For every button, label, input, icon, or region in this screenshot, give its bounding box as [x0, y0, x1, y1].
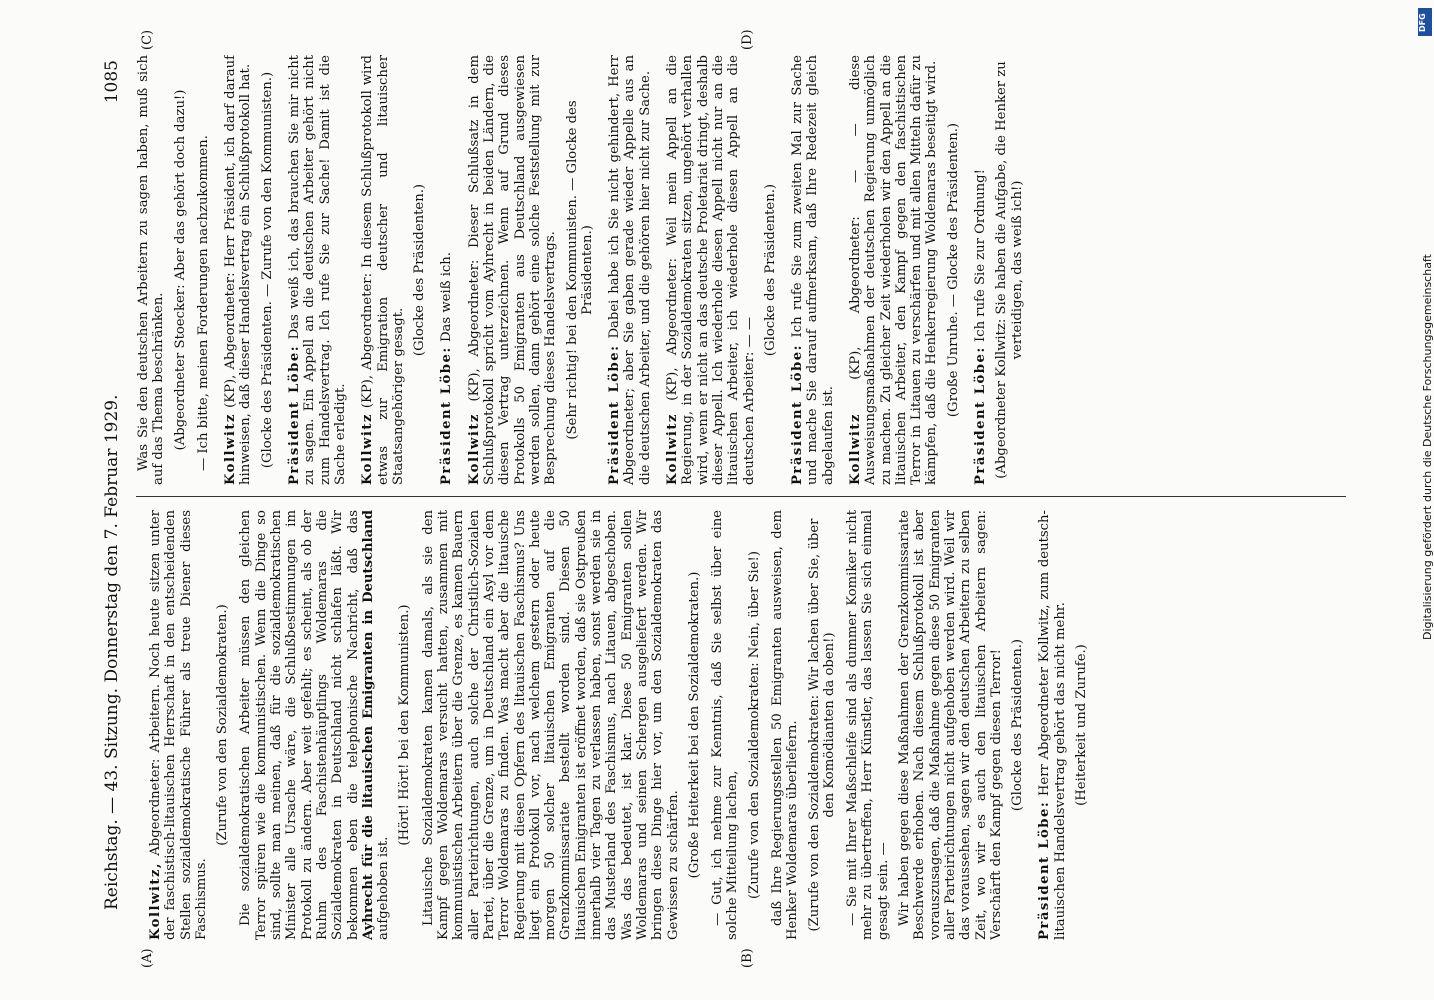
right-text-column	[136, 55, 1351, 485]
interjection: (Glocke des Präsidenten.)	[1010, 638, 1026, 812]
emphasized-text: Ayhrecht für die litauischen Emigranten in Deutschland	[360, 510, 376, 940]
paragraph-text: Wir haben gegen diese Maßnahmen der Grenzkommissariate Beschwerde erhoben. Nach diesem Schlußprotokoll ist aber vorauszusagen, daß die Maßnahme gegen diese 50 Emigranten aller Parteirichtungen nicht aufgehoben werden wird. Weil wir das voraussehen, sagen wir den deutschen Arbeitern zu selben Zeit, wo wir es auch den litauischen Arbeitern sagen: Verschärft den Kampf gegen diesen Terror!	[897, 510, 1004, 940]
interjection: (Glocke des Präsidenten. — Zurufe von den Kommunisten.)	[259, 71, 275, 469]
paragraph-text: Herr Abgeordneter Kollwitz, zum deutsch-litauischen Handelsvertrag gehört das nicht mehr.	[1037, 510, 1068, 940]
speech-paragraph	[223, 55, 254, 485]
margin-mark-b: (B)	[740, 948, 755, 968]
page-header-title: Reichstag. — 43. Sitzung. Donnerstag den 7. Februar 1929.	[102, 394, 122, 910]
paragraph-text: Dabei habe ich Sie nicht gehindert, Herr Abgeordneter; aber Sie gaben gerade wieder Appelle aus an die deutschen Arbeiter, und die gehören hier nicht zur Sache.	[607, 55, 653, 485]
page-number: 1085	[102, 60, 122, 104]
paragraph-text: — — diese Ausweisungsmaßnahmen der deutschen Regierung unmöglich zu machen. Zu gleicher Zeit wiederholen wir den Appell an die litauischen Arbeiter, den Kampf gegen den faschistischen Terror in Litauen zu verschärfen und mit allen Mitteln dafür zu kämpfen, daß die Henkerregierung Woldemaras beseitigt wird.	[847, 55, 940, 485]
speaker-role: (KP), Abgeordneter:	[360, 272, 376, 409]
speech-paragraph	[897, 510, 1004, 940]
paragraph-text: — Gut, ich nehme zur Kenntnis, daß Sie selbst über eine solche Mitteilung lachen,	[710, 510, 741, 940]
paragraph-text: — Sie mit Ihrer Maßschleife sind als dummer Komiker nicht mehr zu übertreffen, Herr Künstler, das lassen Sie sich einmal gesagt sein. —	[845, 510, 891, 940]
speaker-role: (KP), Abgeordneter:	[223, 272, 239, 408]
speaker-name: Kollwitz	[466, 413, 482, 485]
paragraph-text: Herr Präsident, ich darf darauf hinweisen, daß dieser Handelsvertrag ein Schlußprotokoll hat.	[223, 55, 254, 485]
speaker-role: (KP), Abgeordneter:	[847, 216, 863, 380]
speech-paragraph	[360, 55, 406, 485]
paragraph-text: Ich rufe Sie zur Ordnung!	[973, 169, 989, 343]
paragraph-text: — Ich bitte, meinen Forderungen nachzukommen.	[195, 135, 211, 471]
speech-paragraph	[770, 510, 801, 940]
speech-paragraph	[136, 55, 167, 485]
column-divider	[136, 496, 1346, 497]
interjection: (Abgeordneter Kollwitz: Sie haben die Aufgabe, die Henker zu verteidigen, das weiß ich!)	[994, 61, 1025, 479]
speaker-name: Präsident Löbe:	[973, 346, 989, 485]
speaker-role: (KP), Abgeordneter:	[466, 259, 482, 402]
margin-mark-d: (D)	[740, 29, 755, 50]
interjection: (Zurufe von den Sozialdemokraten: Wir lachen über Sie, über den Komödianten da oben!)	[806, 518, 837, 932]
margin-mark-a: (A)	[140, 948, 155, 968]
interjection: (Glocke des Präsidenten.)	[762, 183, 778, 357]
speech-paragraph	[1037, 510, 1068, 940]
speaker-name: Präsident Löbe:	[1037, 800, 1053, 940]
interjection: (Große Unruhe. — Glocke des Präsidenten.)	[945, 122, 961, 418]
speaker-name: Präsident Löbe:	[287, 344, 303, 485]
interjection: (Abgeordneter Stoecker: Aber das gehört doch dazu!)	[172, 89, 188, 451]
interjection: (Zurufe von den Sozialdemokraten: Nein, über Sie!)	[746, 551, 762, 899]
speaker-name: Kollwitz,	[148, 861, 163, 940]
left-text-column	[136, 510, 1351, 940]
speech-paragraph	[196, 55, 211, 485]
speech-paragraph	[710, 510, 741, 940]
interjection: (Sehr richtig! bei den Kommunisten. — Glocke des Präsidenten.)	[564, 100, 595, 440]
speaker-name: Kollwitz	[360, 413, 376, 485]
rotated-document-page	[100, 29, 1360, 968]
paragraph-tail: aufgehoben ist.	[376, 836, 392, 940]
speaker-name: Präsident Löbe:	[439, 346, 455, 485]
speech-paragraph	[439, 55, 454, 485]
page-header	[100, 60, 128, 940]
dfg-logo	[1418, 8, 1432, 36]
speech-paragraph	[148, 510, 209, 940]
speaker-name: Kollwitz	[847, 413, 863, 485]
interjection: (Zurufe von den Sozialdemokraten.)	[215, 604, 231, 846]
margin-mark-c: (C)	[140, 29, 155, 50]
speech-paragraph	[287, 55, 348, 485]
interjection: (Heiterkeit und Zurufe.)	[1074, 644, 1090, 806]
speaker-name: Präsident Löbe:	[607, 344, 623, 485]
interjection: (Große Heiterkeit bei den Sozialdemokraten.)	[686, 571, 702, 879]
interjection: (Hört! Hört! bei den Kommunisten.)	[397, 604, 413, 846]
speech-paragraph	[665, 55, 757, 485]
paragraph-text: Weil mein Appell an die Regierung, in der Sozialdemokraten sitzen, ungehört verhallen wird, wenn er nicht an das deutsche Proletariat dringt, deshalb dieser Appell. Ich wiederhole diesen Appell nicht nur an die litauischen Arbeiter, ich wiederhole diesen Appell an die deutschen Arbeiter: — —	[665, 55, 757, 485]
paragraph-text: Die sozialdemokratischen Arbeiter müssen den gleichen Terror spüren wie die kommunistischen. Wenn die Dinge so sind, sollte man meinen, daß für die sozialdemokratischen Minister alle Ursache wäre, die Schlußbestimmungen im Protokoll zu ändern. Aber weit gefehlt; es scheint, als ob der Ruhm des Faschistenhäuptlings Woldemaras die Sozialdemokraten in Deutschland nicht schlafen läßt. Wir bekommen eben die telephonische Nachricht, daß das	[238, 510, 361, 940]
paragraph-text: Das weiß ich.	[439, 252, 455, 343]
speaker-name: Präsident Löbe:	[790, 343, 806, 485]
speech-paragraph	[845, 510, 891, 940]
speech-paragraph	[421, 510, 681, 940]
speech-paragraph	[848, 55, 940, 485]
speaker-role: Abgeordneter:	[148, 758, 163, 856]
paragraph-text: Was Sie den deutschen Arbeitern zu sagen haben, muß sich auf das Thema beschränken.	[136, 55, 167, 485]
speech-paragraph	[973, 55, 988, 485]
speech-paragraph	[467, 55, 559, 485]
interjection: (Glocke des Präsidenten.)	[412, 183, 428, 357]
paragraph-text: Ich rufe Sie zum zweiten Mal zur Sache und mache Sie darauf aufmerksam, daß Ihre Redezeit gleich abgelaufen ist.	[790, 55, 836, 485]
paragraph-text: Arbeitern. Noch heute sitzen unter der faschistisch-litauischen Herrschaft in den entscheidenden Stellen sozialdemokratische Führer als treue Diener dieses Faschismus.	[148, 510, 209, 940]
paragraph-text: In diesem Schlußprotokoll wird etwas zur Emigration deutscher und litauischer Staatsangehöriger gesagt.	[360, 55, 406, 485]
speaker-role: (KP), Abgeordneter:	[665, 258, 681, 401]
paragraph-text: Litauische Sozialdemokraten kamen damals, als sie den Kampf gegen Woldemaras versucht hatten, zusammen mit kommunistischen Arbeitern über die Grenze, es kamen Bauern aller Parteirichtungen, auch solche der Christlich-Sozialen Partei, über die Grenze, um in Deutschland ein Asyl vor dem Terror Woldemaras zu finden. Was macht aber die litauische Regierung mit diesen Opfern des litauischen Faschismus? Uns liegt ein Protokoll vor, nach welchem gestern oder heute morgen 50 solcher litauischen Emigranten auf die Grenzkommissariate bestellt worden sind. Diesen 50 litauischen Emigranten ist eröffnet worden, daß sie Ostpreußen innerhalb vier Tagen zu verlassen haben, sonst werden sie in das Musterland des Faschismus, nach Litauen, abgeschoben. Was das bedeutet, ist klar. Diese 50 Emigranten sollen Woldemaras und seinen Schergen ausgeliefert werden. Wir bringen diese Dinge hier vor, um den Sozialdemokraten das Gewissen zu schärfen.	[420, 510, 681, 940]
speech-paragraph	[790, 55, 836, 485]
speech-paragraph	[238, 510, 391, 940]
digitization-credit: Digitalisierung gefördert durch die Deutsche Forschungsgemeinschaft	[1421, 254, 1434, 640]
paragraph-text: daß Ihre Regierungsstellen 50 Emigranten ausweisen, dem Henker Woldemaras überliefern.	[769, 510, 801, 940]
dfg-logo-text: DFG	[1418, 13, 1427, 32]
speaker-name: Kollwitz	[223, 413, 239, 485]
paragraph-text: Dieser Schlußsatz in dem Schlußprotokoll spricht vom Ayhrecht in beiden Ländern, die diesen Vertrag unterzeichnen. Wenn auf Grund dieses Protokolls 50 Emigranten aus Deutschland ausgewiesen werden sollen, dann gehört eine solche Feststellung mit zur Besprechung dieses Handelsvertrags.	[466, 55, 559, 485]
speech-paragraph	[607, 55, 653, 485]
speaker-name: Kollwitz	[665, 413, 681, 485]
paragraph-text: Das weiß ich, das brauchen Sie mir nicht zu sagen. Ein Appell an die deutschen Arbeiter gehört nicht zum Handelsvertrag. Ich rufe Sie zur Sache! Damit ist die Sache erledigt.	[287, 55, 348, 485]
